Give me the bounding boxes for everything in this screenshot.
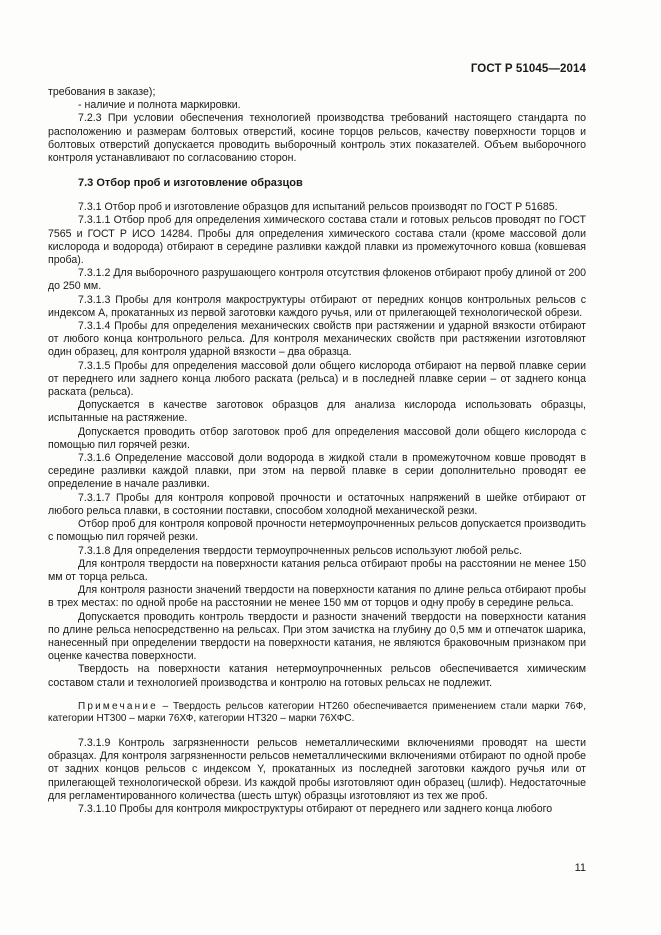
page-number: 11 — [574, 862, 586, 874]
document-body — [48, 86, 586, 816]
list-item: - наличие и полнота маркировки. — [78, 99, 241, 112]
document-code-header: ГОСТ Р 51045—2014 — [470, 63, 586, 75]
paragraph-7-2-3: 7.2.3 При условии обеспечения технологией производства требований настоящего стандарта по расположению и размерам болтовых отверстий, косине торцов рельсов, качеству поверхности торцов и болтовых отверстий допускается проводить выборочный контроль этих показателей. Объем выборочного контроля устанавливают по согласованию сторон. — [48, 112, 586, 165]
paragraph: 7.3.1.2 Для выборочного разрушающего контроля отсутствия флокенов отбирают пробу длиной от 200 до 250 мм. — [48, 267, 586, 293]
note-text: – Твердость рельсов категории НТ260 обеспечивается применением стали марки 76Ф, категории НТ300 – марки 76ХФ, категории НТ320 – марки 76ХФС. — [48, 700, 586, 725]
note — [48, 701, 586, 726]
paragraph: Для контроля разности значений твердости на поверхности катания по длине рельса отбирают пробы в трех местах: по одной пробе на расстоянии не менее 150 мм от торцов и одну пробу в середине рельса. — [48, 584, 586, 610]
paragraph: 7.3.1.3 Пробы для контроля макроструктуры отбирают от передних концов контрольных рельсов с индексом А, прокатанных из первой заготовки каждого ручья, или от прилегающей технологической обрези. — [48, 293, 586, 319]
paragraph: 7.3.1.6 Определение массовой доли водорода в жидкой стали в промежуточном ковше проводят в середине разливки каждой плавки, при этом на первой плавке в серии дополнительно проводят ее определение в начале разливки. — [48, 452, 586, 491]
note-label: Примечание — [78, 700, 158, 712]
paragraph: Твердость на поверхности катания нетермоупрочненных рельсов обеспечивается химическим составом стали и технологией производства и контролю на готовых рельсах не подлежит. — [48, 663, 586, 689]
paragraph: Для контроля твердости на поверхности катания рельса отбирают пробы на расстоянии не менее 150 мм от торца рельса. — [48, 557, 586, 583]
paragraph: Допускается проводить отбор заготовок проб для определения массовой доли общего кислорода с помощью пил горячей резки. — [48, 425, 586, 451]
paragraph-7-3-1-9: 7.3.1.9 Контроль загрязненности рельсов неметаллическими включениями проводят на шести образцах. Для контроля загрязненности рельсов неметаллическими включениями отбирают по одной пробе от задних концов рельсов с индексом Y, прокатанных из последней заготовки каждого ручья или от прилегающей технологической обрези. Из каждой пробы изготовляют один образец (шлиф). Недостаточные для регламентированного количества (шесть штук) образцы изготовляют из тех же проб. — [48, 736, 586, 802]
section-title: 7.3 Отбор проб и изготовление образцов — [78, 177, 303, 190]
paragraph-7-3-1-10: 7.3.1.10 Пробы для контроля микроструктуры отбирают от переднего или заднего конца любого — [78, 802, 553, 815]
paragraph: 7.3.1.1 Отбор проб для определения химического состава стали и готовых рельсов проводят по ГОСТ 7565 и ГОСТ Р ИСО 14284. Пробы для определения химического состава стали (кроме массовой доли кислорода и водорода) отбирают в середине разливки каждой плавки из промежуточного ковша (ковшевая проба). — [48, 214, 586, 267]
paragraph: 7.3.1.7 Пробы для контроля копровой прочности и остаточных напряжений в шейке отбирают от любого рельса плавки, в состоянии поставки, способом холодной механической резки. — [48, 491, 586, 517]
paragraph: Допускается проводить контроль твердости и разности значений твердости на поверхности катания по длине рельса непосредственно на рельсах. При этом зачистка на глубину до 0,5 мм и отпечаток шарика, нанесенный при определении твердости на поверхности катания, не являются браковочным признаком при оценке качества поверхности. — [48, 610, 586, 663]
text-line: требования в заказе); — [48, 86, 156, 98]
paragraph: 7.3.1 Отбор проб и изготовление образцов для испытаний рельсов производят по ГОСТ Р 51685. — [78, 201, 558, 214]
paragraph: Отбор проб для контроля копровой прочности нетермоупрочненных рельсов допускается производить с помощью пил горячей резки. — [48, 518, 586, 544]
paragraph: 7.3.1.8 Для определения твердости термоупрочненных рельсов используют любой рельс. — [78, 544, 522, 557]
paragraph: 7.3.1.4 Пробы для определения механических свойств при растяжении и ударной вязкости отбирают от любого конца контрольного рельса. Для контроля механических свойств при растяжении изготовляют один образец, для контроля ударной вязкости – два образца. — [48, 320, 586, 359]
paragraph: 7.3.1.5 Пробы для определения массовой доли общего кислорода отбирают на первой плавке серии от переднего или заднего конца любого раската (рельса) и в последней плавке серии – от заднего конца раската (рельса). — [48, 359, 586, 399]
paragraph: Допускается в качестве заготовок образцов для анализа кислорода использовать образцы, испытанные на растяжение. — [48, 399, 586, 425]
